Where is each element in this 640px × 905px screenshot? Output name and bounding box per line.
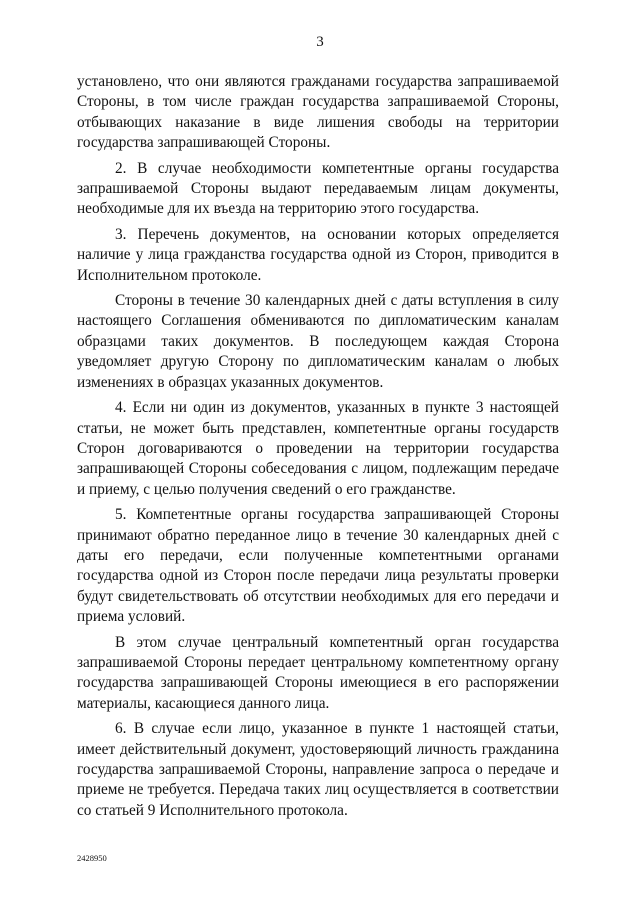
paragraph-item-3: 3. Перечень документов, на основании которых определяется наличие у лица гражданства государства одной из Сторон, приводится в Исполнительном протоколе. — [77, 225, 559, 284]
paragraph-item-6: 6. В случае если лицо, указанное в пункте 1 настоящей статьи, имеет действительный документ, удостоверяющий личность гражданина государства запрашиваемой Стороны, направление запроса о передаче и приеме не требуется. Передача таких лиц осуществляется в соответствии со статьей 9 Исполнительного протокола. — [77, 720, 559, 819]
paragraph-document-exchange: Стороны в течение 30 календарных дней с даты вступления в силу настоящего Соглашения обмениваются по дипломатическим каналам образцами таких документов. В последующем каждая Сторона уведомляет другую Сторону по дипломатическим каналам о любых изменениях в образцах указанных документов. — [77, 292, 559, 391]
page-number: 3 — [316, 34, 324, 50]
paragraph-item-4: 4. Если ни один из документов, указанных в пункте 3 настоящей статьи, не может быть представлен, компетентные органы государств Сторон договариваются о проведении на территории государства запрашивающей Стороны собеседования с лицом, подлежащим передаче и приему, с целью получения сведений о его гражданстве. — [77, 399, 559, 498]
paragraph-item-5: 5. Компетентные органы государства запрашивающей Стороны принимают обратно переданное лицо в течение 30 календарных дней с даты его передачи, если полученные компетентными органами государства одной из Сторон после передачи лица результаты проверки будут свидетельствовать об отсутствии необходимых для его передачи и приема условий. — [77, 506, 559, 626]
document-code: 2428950 — [77, 853, 107, 863]
document-body — [77, 72, 559, 826]
paragraph-item-2: 2. В случае необходимости компетентные органы государства запрашиваемой Стороны выдают передаваемым лицам документы, необходимые для их въезда на территорию этого государства. — [77, 159, 559, 218]
paragraph-continuation: установлено, что они являются гражданами государства запрашиваемой Стороны, в том числе граждан государства запрашиваемой Стороны, отбывающих наказание в виде лишения свободы на территории государства запрашивающей Стороны. — [77, 73, 559, 152]
paragraph-materials-transfer: В этом случае центральный компетентный орган государства запрашиваемой Стороны передает центральному компетентному органу государства запрашивающей Стороны имеющиеся в его распоряжении материалы, касающиеся данного лица. — [77, 633, 559, 712]
